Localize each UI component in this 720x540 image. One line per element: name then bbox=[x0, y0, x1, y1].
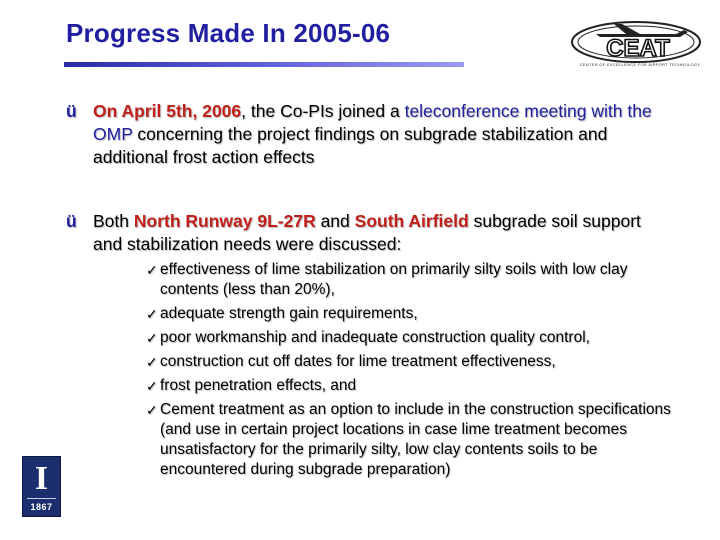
slide-title: Progress Made In 2005-06 bbox=[66, 18, 391, 48]
runway-name: North Runway 9L-27R bbox=[133, 211, 316, 231]
block-i-icon: I bbox=[34, 460, 49, 497]
meeting-date: On April 5th, 2006 bbox=[93, 101, 242, 121]
check-icon: ✓ bbox=[146, 262, 158, 278]
check-icon: ✓ bbox=[146, 402, 158, 418]
bullet-discussion: ü Both North Runway 9L-27R and South Airfield subgrade soil support and stabilization needs were discussed: bbox=[66, 211, 641, 254]
airplane-logo-icon bbox=[566, 14, 714, 78]
check-icon: ü bbox=[66, 101, 77, 121]
check-icon: ü bbox=[66, 211, 77, 231]
list-item: ✓ effectiveness of lime stabilization on primarily silty soils with low clay contents (less than 20%), bbox=[146, 261, 628, 298]
bullet-teleconference: ü On April 5th, 2006, the Co-PIs joined a teleconference meeting with the OMP concerning the project findings on subgrade stabilization and additional frost action effects bbox=[66, 101, 652, 167]
title-underline bbox=[64, 62, 464, 67]
list-item: ✓ poor workmanship and inadequate construction quality control, bbox=[146, 329, 590, 346]
check-icon: ✓ bbox=[146, 330, 158, 346]
founding-year: 1867 bbox=[30, 502, 53, 512]
teleconference-text: teleconference meeting bbox=[404, 101, 587, 121]
list-item: ✓ Cement treatment as an option to include in the construction specifications (and use in certain project locations in case lime treatment becomes unsatisfactory for the primarily silty, low clay contents soils to be encountered during subgrade preparation) bbox=[146, 401, 671, 478]
logo-caption: CENTER OF EXCELLENCE FOR AIRPORT TECHNOLOGY bbox=[579, 62, 701, 67]
university-logo bbox=[22, 456, 61, 517]
airfield-name: South Airfield bbox=[354, 211, 469, 231]
list-item: ✓ frost penetration effects, and bbox=[146, 377, 357, 394]
discussion-topics-list bbox=[146, 260, 676, 484]
check-icon: ✓ bbox=[146, 354, 158, 370]
check-icon: ✓ bbox=[146, 306, 158, 322]
list-item: ✓ adequate strength gain requirements, bbox=[146, 305, 418, 322]
list-item: ✓ construction cut off dates for lime treatment effectiveness, bbox=[146, 353, 556, 370]
svg-text:CEAT: CEAT bbox=[606, 35, 670, 62]
logo-divider bbox=[27, 498, 56, 499]
check-icon: ✓ bbox=[146, 378, 158, 394]
